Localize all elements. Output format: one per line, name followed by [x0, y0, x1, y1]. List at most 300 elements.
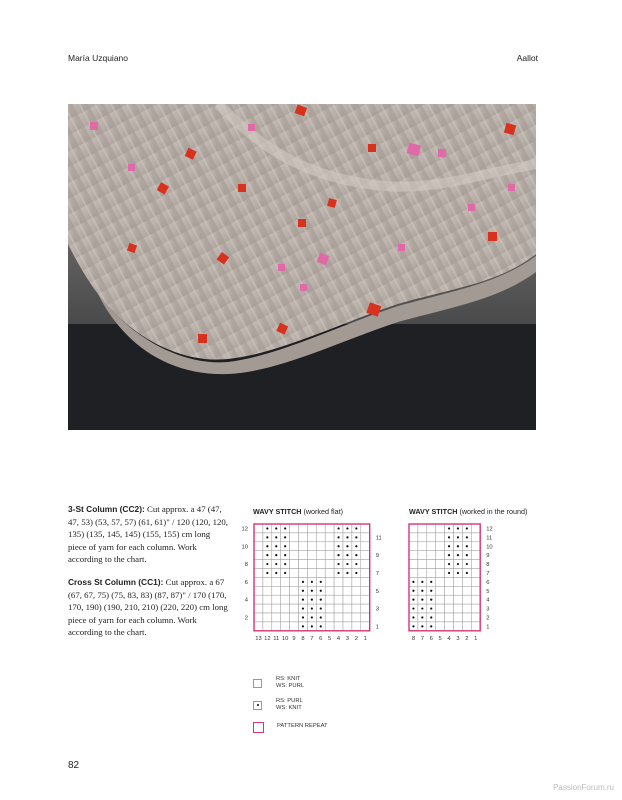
chart-cell	[427, 560, 436, 569]
row-label-left: 6	[244, 579, 248, 586]
purl-dot	[457, 572, 459, 574]
col-label: 8	[301, 635, 305, 642]
chart-cell	[281, 613, 290, 622]
purl-dot	[311, 607, 313, 609]
chart-round-title	[409, 507, 527, 516]
chart-flat-subtitle: (worked flat)	[303, 507, 343, 516]
knitted-fabric-illustration	[68, 104, 536, 430]
col-label: 9	[292, 635, 296, 642]
chart-cell	[418, 569, 427, 578]
chart-cell	[462, 586, 471, 595]
legend-item-knit	[253, 672, 328, 694]
watermark: PassionForum.ru	[553, 783, 614, 792]
chart-cell	[454, 586, 463, 595]
purl-dot	[320, 616, 322, 618]
chart-cell	[409, 560, 418, 569]
row-label-left: 12	[241, 526, 248, 533]
chart-cell	[316, 560, 325, 569]
purl-dot	[320, 590, 322, 592]
chart-cell	[263, 577, 272, 586]
chart-cell	[325, 533, 334, 542]
chart-flat-title-main: WAVY STITCH	[253, 507, 302, 516]
chart-cell	[436, 533, 445, 542]
chart-cell	[454, 595, 463, 604]
chart-cell	[418, 533, 427, 542]
chart-cell	[307, 569, 316, 578]
col-label: 11	[273, 635, 280, 642]
chart-cell	[307, 533, 316, 542]
purl-dot	[275, 545, 277, 547]
purl-dot	[346, 572, 348, 574]
chart-cell	[254, 577, 263, 586]
col-label: 5	[328, 635, 332, 642]
chart-cell	[254, 586, 263, 595]
chart-cell	[290, 569, 299, 578]
chart-cell	[290, 542, 299, 551]
purl-dot	[266, 554, 268, 556]
purl-dot	[266, 563, 268, 565]
chart-cell	[436, 586, 445, 595]
chart-cell	[299, 524, 308, 533]
instruction-text: Cut approx. a 47 (47, 47, 53) (53, 57, 57) (61, 61)" / 120 (120, 120, 135) (135, 145, 145) (155, 155) cm long piece of yarn for each column. Work according to the chart.	[68, 504, 228, 565]
row-label-right: 11	[486, 535, 493, 542]
chart-cell	[418, 524, 427, 533]
purl-dot	[275, 572, 277, 574]
chart-cell	[471, 560, 480, 569]
chart-cell	[281, 622, 290, 631]
legend-item-repeat	[253, 716, 328, 738]
chart-cell	[471, 613, 480, 622]
col-label: 4	[336, 635, 341, 642]
chart-cell	[299, 560, 308, 569]
purl-dot	[275, 536, 277, 538]
purl-dot	[457, 527, 459, 529]
col-label: 4	[447, 635, 451, 642]
purl-dot	[284, 554, 286, 556]
chart-cell	[427, 569, 436, 578]
chart-cell	[361, 595, 370, 604]
chart-cell	[454, 604, 463, 613]
chart-cell	[436, 595, 445, 604]
chart-cell	[427, 542, 436, 551]
purl-dot	[337, 527, 339, 529]
chart-cell	[299, 569, 308, 578]
purl-dot	[284, 536, 286, 538]
col-label: 2	[465, 635, 469, 642]
chart-cell	[352, 586, 361, 595]
row-label-right: 4	[486, 597, 490, 604]
purl-dot	[346, 545, 348, 547]
chart-cell	[325, 604, 334, 613]
chart-cell	[445, 613, 454, 622]
purl-dot	[430, 599, 432, 601]
legend-line: PATTERN REPEAT	[277, 723, 328, 730]
chart-cell	[361, 533, 370, 542]
chart-cell	[272, 604, 281, 613]
chart-cell	[418, 551, 427, 560]
purl-dot	[448, 572, 450, 574]
legend-line: RS: KNIT	[276, 675, 301, 682]
chart-cell	[272, 595, 281, 604]
col-label: 13	[255, 635, 262, 642]
page-number: 82	[68, 760, 80, 771]
chart-cell	[436, 604, 445, 613]
purl-dot	[466, 554, 468, 556]
purl-dot	[266, 545, 268, 547]
purl-dot	[430, 625, 432, 627]
chart-cell	[361, 613, 370, 622]
chart-cell	[316, 551, 325, 560]
purl-dot	[355, 527, 357, 529]
purl-dot	[457, 545, 459, 547]
chart-cell	[436, 613, 445, 622]
col-label: 7	[310, 635, 314, 642]
chart-cell	[290, 586, 299, 595]
chart-cell	[418, 542, 427, 551]
purl-dot	[355, 536, 357, 538]
col-label: 1	[474, 635, 478, 642]
chart-cell	[409, 533, 418, 542]
chart-cell	[325, 560, 334, 569]
purl-dot	[421, 625, 423, 627]
purl-dot	[284, 545, 286, 547]
chart-cell	[334, 577, 343, 586]
chart-cell	[307, 551, 316, 560]
chart-cell	[352, 622, 361, 631]
chart-cell	[254, 533, 263, 542]
chart-cell	[454, 577, 463, 586]
row-label-right: 5	[375, 588, 379, 595]
chart-cell	[272, 577, 281, 586]
chart-cell	[263, 622, 272, 631]
chart-cell	[361, 551, 370, 560]
purl-dot	[448, 563, 450, 565]
chart-cell	[471, 604, 480, 613]
purl-dot	[430, 581, 432, 583]
chart-cell	[436, 560, 445, 569]
chart-cell	[263, 613, 272, 622]
purl-dot	[302, 625, 304, 627]
row-label-right: 7	[375, 570, 379, 577]
col-label: 5	[438, 635, 442, 642]
chart-cell	[471, 524, 480, 533]
chart-cell	[281, 604, 290, 613]
chart-cell	[361, 586, 370, 595]
chart-cell	[290, 560, 299, 569]
chart-cell	[471, 577, 480, 586]
chart-cell	[352, 595, 361, 604]
row-label-right: 3	[375, 606, 379, 613]
chart-cell	[352, 604, 361, 613]
chart-cell	[471, 622, 480, 631]
chart-cell	[462, 595, 471, 604]
col-label: 6	[429, 635, 433, 642]
chart-cell	[272, 622, 281, 631]
purl-dot	[346, 527, 348, 529]
purl-dot	[412, 590, 414, 592]
chart-cell	[254, 613, 263, 622]
row-label-left: 8	[244, 562, 248, 569]
chart-round-title-main: WAVY STITCH	[409, 507, 458, 516]
row-label-right: 10	[486, 544, 493, 551]
chart-cell	[334, 595, 343, 604]
col-label: 6	[319, 635, 323, 642]
col-label: 10	[281, 635, 289, 642]
purl-dot	[421, 581, 423, 583]
chart-cell	[409, 551, 418, 560]
purl-dot	[412, 625, 414, 627]
chart-cell	[254, 595, 263, 604]
purl-dot	[355, 572, 357, 574]
col-label: 12	[264, 635, 271, 642]
purl-dot	[337, 554, 339, 556]
purl-dot	[311, 616, 313, 618]
chart-cell	[343, 613, 352, 622]
chart-cell	[471, 595, 480, 604]
chart-cell	[361, 542, 370, 551]
legend-line: RS: PURL	[276, 697, 303, 704]
purl-dot	[284, 572, 286, 574]
chart-cell	[471, 569, 480, 578]
chart-cell	[427, 533, 436, 542]
purl-dot	[421, 590, 423, 592]
chart-cell	[334, 613, 343, 622]
purl-dot	[430, 607, 432, 609]
chart-cell	[436, 577, 445, 586]
chart-cell	[343, 577, 352, 586]
chart-cell	[471, 542, 480, 551]
purl-dot	[346, 554, 348, 556]
chart-cell	[325, 577, 334, 586]
chart-cell	[254, 604, 263, 613]
row-label-left: 10	[241, 544, 248, 551]
dot-square-icon	[253, 701, 262, 710]
chart-cell	[325, 542, 334, 551]
instruction-text: Cut approx. a 67 (67, 67, 75) (75, 83, 83) (87, 87)" / 170 (170, 170, 190) (190, 210, 210) (220, 220) cm long piece of yarn for each column. Work according to the chart.	[68, 576, 228, 638]
chart-cell	[263, 595, 272, 604]
chart-cell	[281, 586, 290, 595]
chart-cell	[254, 551, 263, 560]
chart-cell	[325, 613, 334, 622]
purl-dot	[466, 545, 468, 547]
purl-dot	[457, 554, 459, 556]
col-label: 8	[411, 635, 416, 642]
purl-dot	[266, 572, 268, 574]
purl-dot	[302, 607, 304, 609]
purl-dot	[448, 527, 450, 529]
chart-cell	[454, 622, 463, 631]
chart-cell	[325, 622, 334, 631]
instruction-cross-st-column	[68, 576, 228, 639]
chart-cell	[254, 542, 263, 551]
row-label-right: 8	[486, 562, 490, 569]
author-name: María Uzquiano	[68, 53, 129, 63]
chart-cell	[290, 622, 299, 631]
chart-cell	[361, 569, 370, 578]
chart-cell	[290, 533, 299, 542]
purl-dot	[346, 536, 348, 538]
chart-cell	[409, 524, 418, 533]
chart-cell	[436, 551, 445, 560]
chart-cell	[361, 604, 370, 613]
row-label-right: 9	[375, 553, 379, 560]
purl-dot	[311, 625, 313, 627]
purl-dot	[355, 563, 357, 565]
chart-cell	[409, 569, 418, 578]
instruction-heading: Cross St Column (CC1):	[68, 576, 164, 587]
chart-cell	[418, 560, 427, 569]
purl-dot	[421, 616, 423, 618]
chart-legend	[253, 672, 328, 738]
chart-cell	[254, 524, 263, 533]
col-label: 7	[420, 635, 424, 642]
purl-dot	[448, 554, 450, 556]
legend-line: WS: PURL	[276, 683, 305, 689]
purl-dot	[448, 545, 450, 547]
purl-dot	[421, 599, 423, 601]
col-label: 1	[363, 635, 367, 642]
chart-cell	[445, 577, 454, 586]
purl-dot	[320, 599, 322, 601]
chart-cell	[361, 577, 370, 586]
chart-cell	[343, 595, 352, 604]
row-label-left: 2	[244, 615, 248, 622]
chart-cell	[361, 524, 370, 533]
purl-dot	[337, 536, 339, 538]
row-label-right: 2	[486, 615, 490, 622]
row-label-left: 4	[244, 597, 248, 604]
chart-round-subtitle: (worked in the round)	[459, 507, 528, 516]
chart-cell	[290, 524, 299, 533]
chart-cell	[436, 569, 445, 578]
chart-cell	[343, 604, 352, 613]
chart-cell	[343, 622, 352, 631]
row-label-right: 7	[486, 570, 490, 577]
purl-dot	[337, 572, 339, 574]
row-label-right: 6	[486, 579, 490, 586]
chart-cell	[454, 613, 463, 622]
purl-dot	[266, 536, 268, 538]
chart-cell	[307, 542, 316, 551]
chart-cell	[334, 622, 343, 631]
chart-cell	[325, 551, 334, 560]
chart-cell	[290, 604, 299, 613]
chart-cell	[462, 577, 471, 586]
empty-square-icon	[253, 679, 262, 688]
row-label-right: 12	[486, 526, 493, 533]
purl-dot	[430, 616, 432, 618]
chart-cell	[352, 577, 361, 586]
chart-cell	[445, 586, 454, 595]
chart-cell	[471, 533, 480, 542]
instructions	[68, 503, 228, 649]
chart-cell	[325, 595, 334, 604]
purl-dot	[275, 554, 277, 556]
chart-cell	[272, 586, 281, 595]
chart-cell	[263, 604, 272, 613]
chart-cell	[325, 569, 334, 578]
chart-cell	[254, 622, 263, 631]
row-label-right: 1	[375, 624, 379, 631]
col-label: 3	[456, 635, 460, 642]
chart-cell	[325, 586, 334, 595]
chart-cell	[299, 533, 308, 542]
chart-wavy-stitch-flat	[236, 520, 386, 650]
chart-cell	[263, 586, 272, 595]
purl-dot	[302, 599, 304, 601]
chart-cell	[427, 524, 436, 533]
row-label-right: 11	[375, 535, 382, 542]
instruction-3st-column	[68, 503, 228, 566]
chart-cell	[316, 569, 325, 578]
chart-cell	[281, 595, 290, 604]
chart-cell	[334, 604, 343, 613]
chart-cell	[445, 595, 454, 604]
legend-item-purl	[253, 694, 328, 716]
row-label-right: 5	[486, 588, 490, 595]
chart-cell	[436, 524, 445, 533]
col-label: 3	[345, 635, 350, 642]
purl-dot	[337, 563, 339, 565]
purl-dot	[421, 607, 423, 609]
pattern-name: Aallot	[516, 53, 538, 63]
purl-dot	[412, 616, 414, 618]
chart-cell	[290, 577, 299, 586]
purl-dot	[430, 590, 432, 592]
chart-cell	[316, 524, 325, 533]
chart-cell	[325, 524, 334, 533]
row-label-right: 9	[486, 553, 490, 560]
purl-dot	[466, 563, 468, 565]
col-label: 2	[354, 635, 358, 642]
chart-cell	[334, 586, 343, 595]
chart-cell	[445, 604, 454, 613]
chart-cell	[290, 595, 299, 604]
row-label-right: 1	[486, 624, 490, 631]
purl-dot	[412, 581, 414, 583]
purl-dot	[412, 607, 414, 609]
purl-dot	[346, 563, 348, 565]
chart-cell	[290, 551, 299, 560]
purl-dot	[284, 527, 286, 529]
chart-cell	[462, 604, 471, 613]
purl-dot	[311, 581, 313, 583]
row-label-right: 3	[486, 606, 490, 613]
chart-cell	[343, 586, 352, 595]
instruction-heading: 3-St Column (CC2):	[68, 504, 145, 514]
purl-dot	[266, 527, 268, 529]
chart-cell	[445, 622, 454, 631]
purl-dot	[320, 607, 322, 609]
purl-dot	[284, 563, 286, 565]
chart-flat-title	[253, 507, 343, 516]
purl-dot	[457, 563, 459, 565]
chart-cell	[272, 613, 281, 622]
chart-wavy-stitch-round	[400, 520, 510, 650]
chart-cell	[254, 569, 263, 578]
chart-cell	[436, 622, 445, 631]
chart-cell	[409, 542, 418, 551]
chart-cell	[307, 524, 316, 533]
purl-dot	[337, 545, 339, 547]
purl-dot	[457, 536, 459, 538]
chart-cell	[254, 560, 263, 569]
chart-cell	[427, 551, 436, 560]
purl-dot	[302, 590, 304, 592]
purl-dot	[466, 536, 468, 538]
chart-cell	[361, 622, 370, 631]
purl-dot	[448, 536, 450, 538]
